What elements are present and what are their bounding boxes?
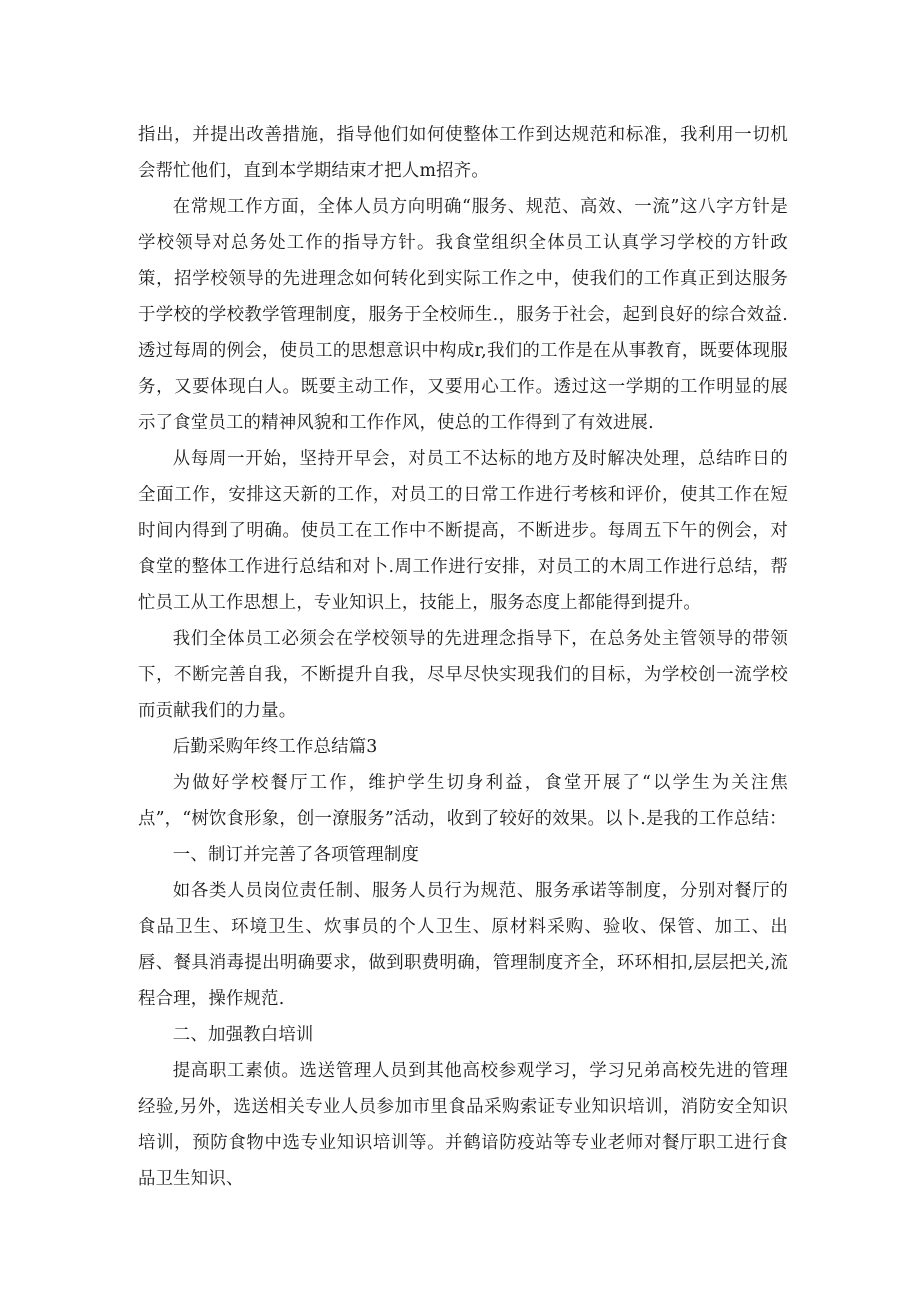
subheading-training: 二、加强教白培训 <box>172 1025 314 1045</box>
section-heading: 后勤采购年终工作总结篇3 <box>172 737 378 757</box>
paragraph-staff-goals: 我们全体员工必须会在学校领导的先进理念指导下，在总务处主管领导的带领下，不断完善自我，不断提升自我，尽早尽快实现我们的目标，为学校创一流学校而贡献我们的力量。 <box>138 629 788 721</box>
paragraph-intro: 为做好学校餐厅工作，维护学生切身利益，食堂开展了“以学生为关注焦点”，“树饮食形象，创一潦服务”活动，收到了较好的效果。以卜.是我的工作总结： <box>138 773 788 829</box>
document-body <box>138 117 788 1197</box>
paragraph-continuation: 指出，并提出改善措施，指导他们如何使整体工作到达规范和标准，我利用一切机会帮忙他们，直到本学期结束才把人m招齐。 <box>138 125 788 181</box>
paragraph-weekly-meetings: 从每周一开始，坚持开早会，对员工不达标的地方及时解决处理，总结昨日的全面工作，安排这天新的工作，对员工的日常工作进行考核和评价，使其工作在短时间内得到了明确。使员工在工作中不断提高，不断进步。每周五下午的例会，对食堂的整体工作进行总结和对卜.周工作进行安排，对员工的木周工作进行总结，帮忙员工从工作思想上，专业知识上，技能上，服务态度上都能得到提升。 <box>138 449 788 613</box>
paragraph-training: 提高职工素侦。选送管理人员到其他高校参观学习，学习兄弟高校先进的管理经验,另外，选送相关专业人员参加市里食品采购索证专业知识培训，消防安全知识培训，预防食物中选专业知识培训等。并鹤谙防疫站等专业老师对餐厅职工进行食品卫生知识、 <box>138 1061 788 1189</box>
paragraph-management-system: 如各类人员岗位责任制、服务人员行为规范、服务承诺等制度，分别对餐厅的食品卫生、环境卫生、炊事员的个人卫生、原材料采购、验收、保管、加工、出唇、餐具消毒提出明确要求，做到职费明确，管理制度齐全，环环相扣,层层把关,流程合理，操作规范. <box>138 881 788 1009</box>
subheading-management-system: 一、制订并完善了各项管理制度 <box>172 845 420 865</box>
paragraph-routine-work: 在常规工作方面，全体人员方向明确“服务、规范、高效、一流”这八字方针是学校领导对总务处工作的指导方针。我食堂组织全体员工认真学习学校的方针政策，招学校领导的先进理念如何转化到实际工作之中，使我们的工作真正到达服务于学校的学校教学管理制度，服务于全校师生.，服务于社会，起到良好的综合效益.透过每周的例会，使员工的思想意识中构成r,我们的工作是在从事教育，既要体现服务，又要体现白人。既要主动工作，又要用心工作。透过这一学期的工作明显的展示了食堂员工的精神风貌和工作作风，使总的工作得到了有效进展. <box>138 197 788 433</box>
